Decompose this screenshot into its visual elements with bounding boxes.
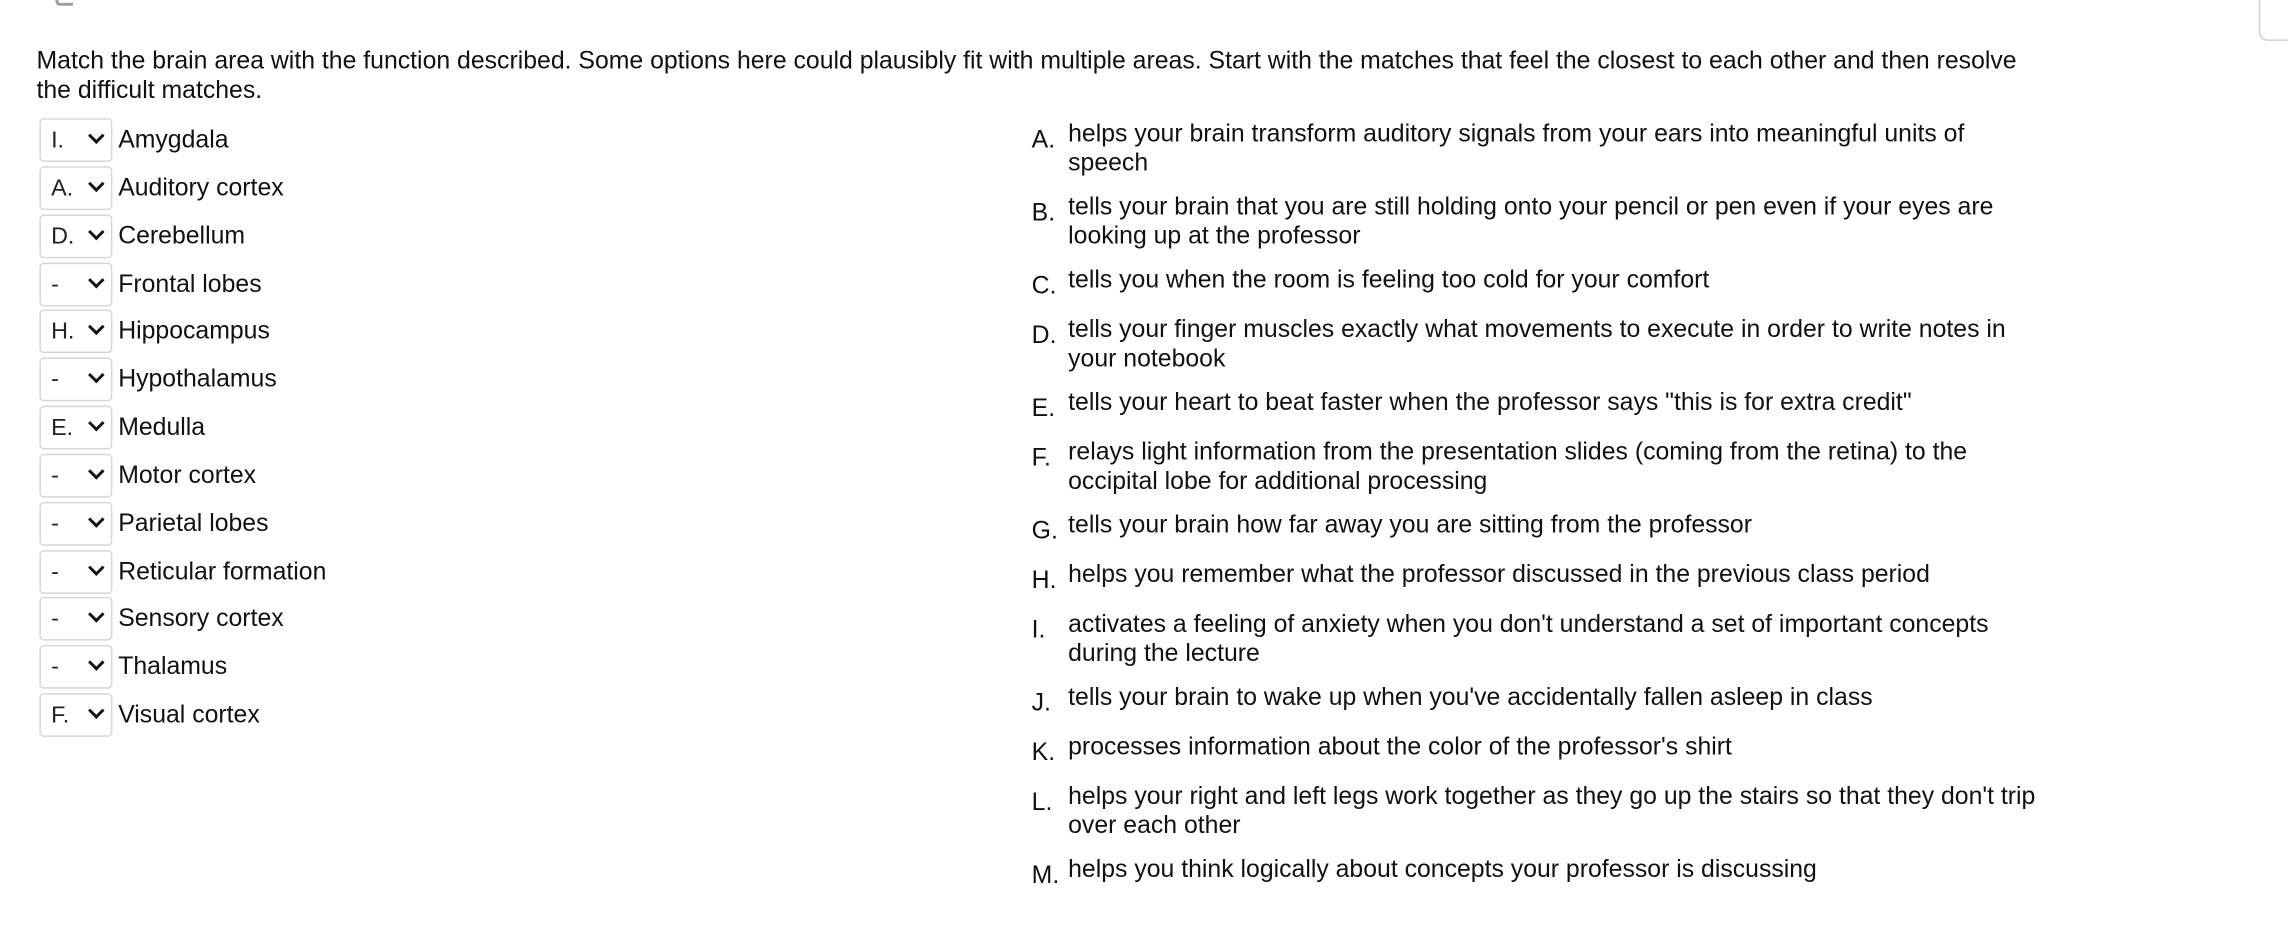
match-select-auditory-cortex[interactable] <box>39 166 112 210</box>
choice-letter: L. <box>1031 787 1053 816</box>
answer-choice-i <box>1032 610 2039 668</box>
selected-letter: - <box>51 368 59 393</box>
choice-text: tells your brain to wake up when you've accidentally fallen asleep in class <box>1068 682 1873 711</box>
selected-letter: A. <box>51 176 74 202</box>
answer-choice-j <box>1032 683 2039 718</box>
term-row-cerebellum <box>39 214 326 258</box>
choice-letter: J. <box>1031 688 1051 717</box>
selected-letter: - <box>51 463 59 489</box>
choice-letter: G. <box>1031 516 1058 545</box>
term-row-medulla <box>39 406 326 450</box>
chevron-down-icon <box>88 655 105 672</box>
match-select-parietal-lobes[interactable] <box>39 502 112 546</box>
choice-text: helps your brain transform auditory signals from your ears into meaningful units of speech <box>1068 119 1965 177</box>
term-label: Cerebellum <box>118 221 246 250</box>
term-label: Visual cortex <box>118 700 260 729</box>
chevron-down-icon <box>88 127 105 144</box>
selected-letter: - <box>51 272 59 297</box>
choice-text: relays light information from the presentation slides (coming from the retina) to the occipital lobe for additional processing <box>1068 437 1968 495</box>
term-label: Medulla <box>118 413 206 441</box>
answer-choice-h <box>1032 560 2039 595</box>
choice-text: tells your brain how far away you are sitting from the professor <box>1068 510 1752 539</box>
chevron-down-icon <box>88 319 105 336</box>
answer-choice-f <box>1032 438 2039 496</box>
chevron-down-icon <box>88 367 105 384</box>
chevron-down-icon <box>88 511 105 528</box>
choice-letter: K. <box>1031 738 1056 767</box>
collapse-indicator-icon <box>55 0 73 6</box>
answer-choice-c <box>1032 266 2039 301</box>
term-label: Parietal lobes <box>118 508 269 537</box>
term-row-hypothalamus <box>39 358 326 402</box>
chevron-down-icon <box>88 559 105 576</box>
choice-letter: D. <box>1031 321 1057 349</box>
match-select-thalamus[interactable] <box>39 645 112 689</box>
answer-choice-e <box>1032 388 2039 423</box>
answer-choice-l <box>1032 782 2039 840</box>
term-label: Motor cortex <box>118 460 257 489</box>
answer-choice-b <box>1032 193 2039 251</box>
selected-letter: H. <box>51 320 75 345</box>
answer-choice-list <box>1032 120 2039 905</box>
match-select-visual-cortex[interactable] <box>39 693 112 737</box>
selected-letter: - <box>51 655 59 681</box>
selected-letter: E. <box>51 415 74 441</box>
match-select-sensory-cortex[interactable] <box>39 597 112 641</box>
term-label: Frontal lobes <box>118 269 262 297</box>
chevron-down-icon <box>88 703 105 720</box>
term-row-sensory-cortex <box>39 597 326 641</box>
choice-letter: B. <box>1031 198 1056 227</box>
term-label: Reticular formation <box>118 556 327 585</box>
selected-letter: - <box>51 607 59 633</box>
choice-text: helps you remember what the professor discussed in the previous class period <box>1068 560 1930 589</box>
choice-text: helps you think logically about concepts your professor is discussing <box>1068 855 1817 883</box>
choice-letter: A. <box>1031 125 1056 154</box>
answer-choice-a <box>1032 120 2039 178</box>
choice-text: tells your brain that you are still holding onto your pencil or pen even if your eyes are looking up at the professor <box>1068 192 1994 250</box>
term-row-parietal-lobes <box>39 502 326 546</box>
choice-text: processes information about the color of the professor's shirt <box>1068 732 1732 761</box>
choice-letter: H. <box>1031 566 1057 594</box>
selected-letter: D. <box>51 224 75 250</box>
match-select-hypothalamus[interactable] <box>39 358 112 402</box>
term-label: Hypothalamus <box>118 365 277 393</box>
term-row-thalamus <box>39 645 326 689</box>
selected-letter: I. <box>51 128 65 154</box>
term-row-reticular-formation <box>39 550 326 594</box>
term-list <box>39 118 326 741</box>
choice-letter: C. <box>1031 271 1057 300</box>
choice-text: tells you when the room is feeling too cold for your comfort <box>1068 265 1710 294</box>
answer-choice-g <box>1032 511 2039 546</box>
term-row-frontal-lobes <box>39 262 326 306</box>
match-select-reticular-formation[interactable] <box>39 550 112 594</box>
match-select-medulla[interactable] <box>39 406 112 450</box>
question-instructions: Match the brain area with the function described. Some options here could plausibly fit with multiple areas. Start with the matches that feel the closest to each other and then resolve the difficult matches. <box>36 46 2017 104</box>
choice-text: helps your right and left legs work together as they go up the stairs so that they don't trip over each other <box>1068 782 2036 840</box>
term-row-visual-cortex <box>39 693 326 737</box>
choice-text: tells your finger muscles exactly what movements to execute in order to write notes in your notebook <box>1068 315 2006 373</box>
term-row-hippocampus <box>39 310 326 354</box>
match-select-motor-cortex[interactable] <box>39 454 112 498</box>
chevron-down-icon <box>88 223 105 240</box>
answer-choice-m <box>1032 855 2039 890</box>
term-label: Sensory cortex <box>118 604 284 633</box>
chevron-down-icon <box>88 175 105 192</box>
choice-letter: M. <box>1031 860 1060 889</box>
match-select-hippocampus[interactable] <box>39 310 112 354</box>
match-select-frontal-lobes[interactable] <box>39 262 112 306</box>
term-label: Amygdala <box>118 125 229 154</box>
term-row-auditory-cortex <box>39 166 326 210</box>
chevron-down-icon <box>88 607 105 624</box>
side-panel-tab[interactable] <box>2259 0 2288 41</box>
choice-text: tells your heart to beat faster when the professor says "this is for extra credit" <box>1068 388 1912 416</box>
term-label: Hippocampus <box>118 317 270 345</box>
selected-letter: F. <box>51 703 70 729</box>
choice-letter: I. <box>1031 615 1046 644</box>
chevron-down-icon <box>88 415 105 432</box>
chevron-down-icon <box>88 271 105 288</box>
choice-letter: F. <box>1031 443 1051 472</box>
selected-letter: - <box>51 559 59 585</box>
term-row-motor-cortex <box>39 454 326 498</box>
term-label: Thalamus <box>118 652 228 681</box>
choice-letter: E. <box>1031 393 1056 422</box>
choice-text: activates a feeling of anxiety when you don't understand a set of important concepts during the lecture <box>1068 609 1989 667</box>
selected-letter: - <box>51 511 59 537</box>
match-select-cerebellum[interactable] <box>39 214 112 258</box>
term-row-amygdala <box>39 118 326 162</box>
answer-choice-d <box>1032 315 2039 373</box>
answer-choice-k <box>1032 733 2039 768</box>
match-select-amygdala[interactable] <box>39 118 112 162</box>
chevron-down-icon <box>88 463 105 480</box>
term-label: Auditory cortex <box>118 173 284 202</box>
